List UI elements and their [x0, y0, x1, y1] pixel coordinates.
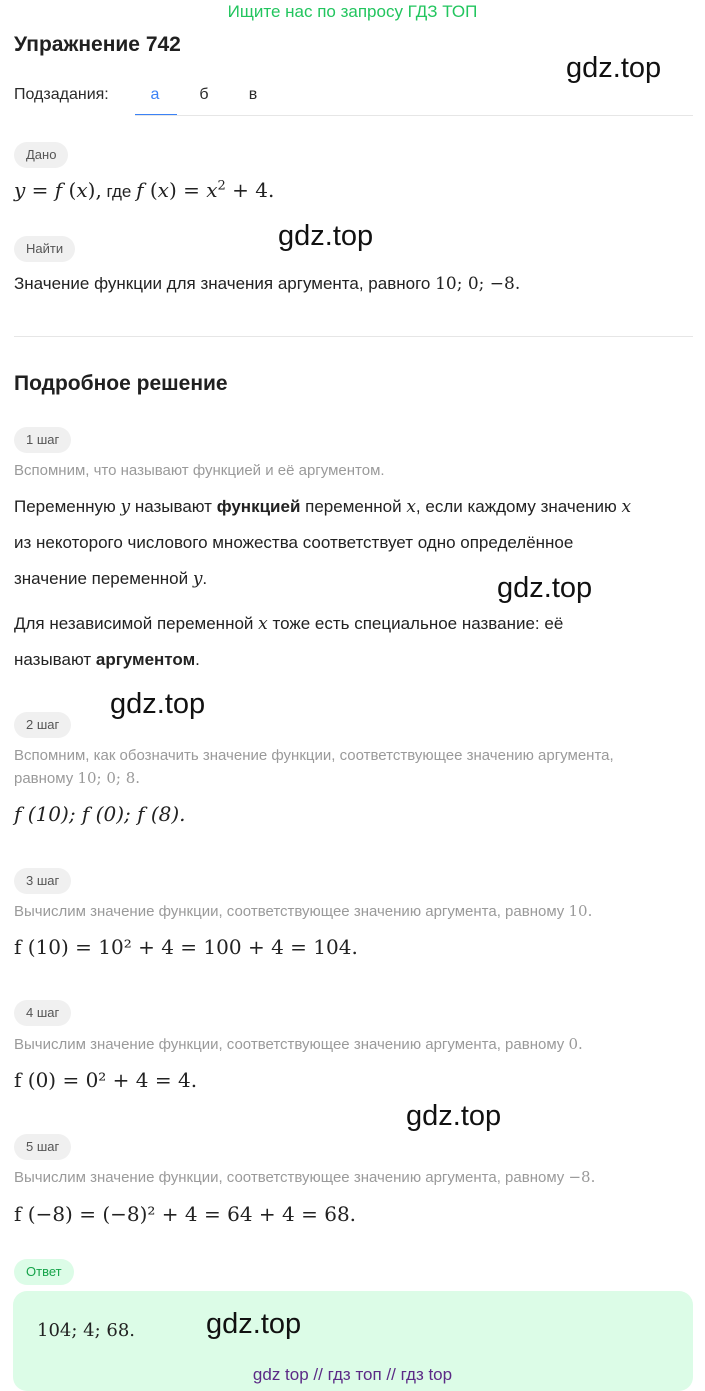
step-5-formula: f (−8) = (−8)² + 4 = 64 + 4 = 68.	[14, 1202, 357, 1226]
step-3-chip: 3 шаг	[14, 868, 71, 894]
tabs-divider	[135, 115, 693, 116]
watermark: gdz.top	[206, 1308, 302, 1340]
tab-a[interactable]: а	[150, 86, 160, 103]
answer-value: 104; 4; 68.	[37, 1320, 136, 1341]
find-chip: Найти	[14, 236, 75, 262]
subtasks-label: Подзадания:	[14, 86, 109, 103]
watermark: gdz.top	[406, 1100, 502, 1132]
step-3-formula: f (10) = 10² + 4 = 100 + 4 = 104.	[14, 935, 358, 959]
watermark: gdz.top	[278, 220, 374, 252]
solution-title: Подробное решение	[14, 372, 228, 395]
given-chip: Дано	[14, 142, 68, 168]
step-1-hint: Вспомним, что называют функцией и её аргументом.	[14, 462, 385, 479]
step-2-hint: Вспомним, как обозначить значение функции, соответствующее значению аргумента, равному 10; 0; 8.	[14, 747, 614, 787]
step-5-hint: Вычислим значение функции, соответствующее значению аргумента, равному −8.	[14, 1168, 596, 1186]
footer-links[interactable]: gdz top // гдз топ // гдз top	[252, 1365, 453, 1384]
step-4-formula: f (0) = 0² + 4 = 4.	[14, 1068, 198, 1092]
tab-b[interactable]: б	[199, 86, 209, 103]
answer-chip: Ответ	[14, 1259, 74, 1285]
step-1-chip: 1 шаг	[14, 427, 71, 453]
given-formula: y = f (x), где f $(x) = x^2 + 4$.	[14, 178, 275, 202]
step-5-chip: 5 шаг	[14, 1134, 71, 1160]
page-title: Упражнение 742	[14, 33, 181, 56]
step-2-chip: 2 шаг	[14, 712, 71, 738]
step-4-hint: Вычислим значение функции, соответствующее значению аргумента, равному 0.	[14, 1035, 583, 1053]
step-1-paragraph-1: Переменную y называют функцией переменной x, если каждому значению x из некоторого числового множества соответствует одно определённое значение переменной y.	[14, 497, 632, 589]
watermark: gdz.top	[566, 52, 662, 84]
step-2-formula: f (10); f (0); f (8).	[14, 802, 186, 826]
step-3-hint: Вычислим значение функции, соответствующее значению аргумента, равному 10.	[14, 902, 593, 920]
step-4-chip: 4 шаг	[14, 1000, 71, 1026]
section-divider	[14, 336, 693, 337]
tab-v[interactable]: в	[248, 86, 258, 103]
step-1-paragraph-2: Для независимой переменной x тоже есть специальное название: её называют аргументом.	[14, 614, 564, 669]
promo-banner[interactable]: Ищите нас по запросу ГДЗ ТОП	[227, 2, 478, 21]
find-text: Значение функции для значения аргумента, равного 10; 0; −8.	[14, 274, 521, 294]
watermark: gdz.top	[110, 688, 206, 720]
watermark: gdz.top	[497, 572, 593, 604]
